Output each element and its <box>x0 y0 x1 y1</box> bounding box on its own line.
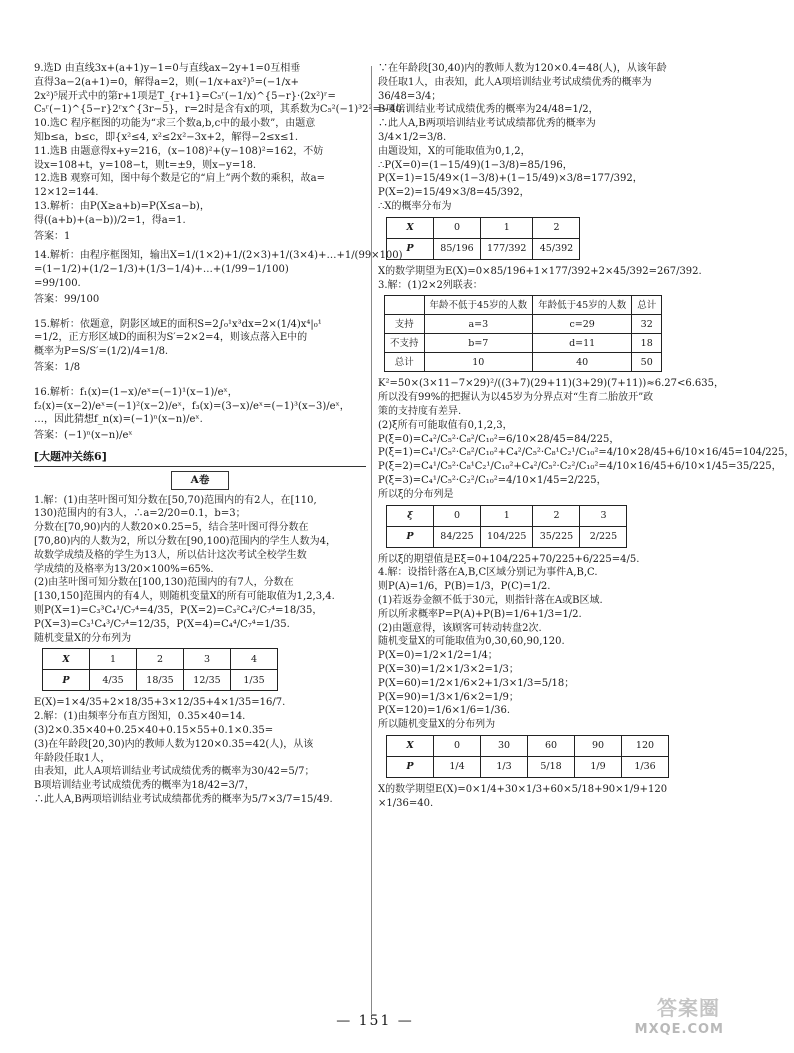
solution-line: X的数学期望为E(X)=0×85/196+1×177/392+2×45/392=267/392. <box>378 265 702 277</box>
solution-line: (2)由茎叶图可知分数在[100,130)范围内的有7人，分数在 <box>34 577 294 589</box>
solution-line: P(X=1)=15/49×(1−3/8)+(1−15/49)×3/8=177/392， <box>378 173 643 185</box>
solution-line: 由表知，此人A项培训结业考试成绩优秀的概率为30/42=5/7； <box>34 766 315 778</box>
table-cell: P <box>387 526 434 547</box>
solution-line: ∴P(X=0)=(1−15/49)(1−3/8)=85/196， <box>378 159 573 171</box>
table-cell: 1 <box>481 505 533 526</box>
table-row <box>43 670 278 691</box>
solution-line: ∴此人A,B两项培训结业考试成绩都优秀的概率为 <box>378 118 596 130</box>
solution-line: 11.选B 由题意得x+y=216，(x−108)²+(y−108)²=162，不妨 <box>34 145 324 157</box>
solution-line: (3)在年龄段[20,30)内的教师人数为120×0.35=42(人)，从该 <box>34 738 314 750</box>
answer-line: 答案：1/8 <box>34 361 81 373</box>
table-cell: 0 <box>434 735 481 756</box>
solution-line: B项培训结业考试成绩优秀的概率为18/42=3/7， <box>34 780 255 792</box>
solution-line: [130,150]范围内的有4人，则随机变量X的所有可能取值为1,2,3,4. <box>34 591 335 603</box>
table-cell: 177/392 <box>481 238 533 259</box>
solution-line: 所以所求概率P=P(A)+P(B)=1/6+1/3=1/2. <box>378 608 582 620</box>
solution-line: X的数学期望E(X)=0×1/4+30×1/3+60×5/18+90×1/9+120 <box>378 783 668 795</box>
solution-line: 4.解：设指针落在A,B,C区域分别记为事件A,B,C. <box>378 567 598 579</box>
solution-line: =1/2，正方形区域D的面积为S′=2×2=4，则该点落入E中的 <box>34 332 308 344</box>
table-cell: 年龄不低于45岁的人数 <box>424 296 533 315</box>
table-cell: 3 <box>580 505 627 526</box>
solution-line: 则P(A)=1/6，P(B)=1/3，P(C)=1/2. <box>378 581 551 593</box>
solution-line: 概率为P=S/S′=(1/2)/4=1/8. <box>34 346 169 358</box>
solution-line: P(X=90)=1/3×1/6×2=1/9； <box>378 691 519 703</box>
section-heading: [大题冲关练6] <box>34 449 366 467</box>
table-cell: 35/225 <box>533 526 580 547</box>
watermark-logo: 答案圈 <box>657 996 720 1021</box>
solution-line: 分数在[70,90)内的人数20×0.25=5，结合茎叶图可得分数在 <box>34 522 309 534</box>
solution-line: (2)ξ所有可能取值有0,1,2,3， <box>378 419 513 431</box>
solution-line: 所以没有99%的把握认为以45岁为分界点对“生育二胎放开”政 <box>378 392 654 404</box>
table-cell: 40 <box>533 353 632 372</box>
table-cell: 3 <box>184 649 231 670</box>
solution-line: C₅ʳ(−1)^{5−r}2ʳx^{3r−5}，r=2时是含有x的项，其系数为C₅²(−1)³2²=−40. <box>34 104 406 116</box>
table-cell: P <box>387 238 434 259</box>
solution-line: 所以ξ的分布列是 <box>378 488 454 500</box>
solution-line: P(X=0)=1/2×1/2=1/4； <box>378 650 498 662</box>
solution-line: 所以随机变量X的分布列为 <box>378 719 496 731</box>
table-cell: 1 <box>481 217 533 238</box>
answer-line: 答案：1 <box>34 230 71 242</box>
table-row <box>387 238 580 259</box>
solution-line: P(X=30)=1/2×1/3×2=1/3； <box>378 663 519 675</box>
table-cell: X <box>387 217 434 238</box>
table-cell: P <box>43 670 90 691</box>
solution-line: 36/48=3/4； <box>378 90 442 102</box>
solution-line: 13.解析：由P(X≥a+b)=P(X≤a−b)， <box>34 200 210 212</box>
solution-line: 2.解：(1)由频率分布直方图知，0.35×40=14. <box>34 711 246 723</box>
table-cell: 1/9 <box>575 756 622 777</box>
watermark-site: MXQE.COM <box>634 1022 724 1038</box>
solution-line: P(ξ=2)=C₄¹/C₅²·C₈¹C₂¹/C₁₀²+C₄²/C₅²·C₂²/C₁₀²=4/10×16/45+6/10×1/45=35/225， <box>378 461 782 473</box>
solution-line: =(1−1/2)+(1/2−1/3)+(1/3−1/4)+…+(1/99−1/100) <box>34 264 289 276</box>
solution-line: B项培训结业考试成绩优秀的概率为24/48=1/2， <box>378 104 599 116</box>
right-column <box>378 62 794 1022</box>
solution-line: 16.解析：f₁(x)=(1−x)/eˣ=(−1)¹(x−1)/eˣ， <box>34 386 238 398</box>
table-cell: 2 <box>533 505 580 526</box>
table-row <box>385 334 662 353</box>
solution-line: P(ξ=1)=C₄¹/C₅²·C₈²/C₁₀²+C₄²/C₅²·C₈¹C₂¹/C₁₀²=4/10×28/45+6/10×16/45=104/225， <box>378 447 794 459</box>
table-row <box>387 526 627 547</box>
solution-line: E(X)=1×4/35+2×18/35+3×12/35+4×1/35=16/7. <box>34 697 286 709</box>
table-cell: 1/4 <box>434 756 481 777</box>
table-row <box>385 353 662 372</box>
table-cell: 2 <box>533 217 580 238</box>
solution-line: 直得3a−2(a+1)=0，解得a=2，则(−1/x+ax²)⁵=(−1/x+ <box>34 76 299 88</box>
table-cell: 50 <box>632 353 662 372</box>
table-row <box>387 756 669 777</box>
table-cell: 30 <box>481 735 528 756</box>
distribution-table-x2 <box>386 217 580 260</box>
page-number: — 151 — <box>336 1013 414 1029</box>
table-row <box>387 735 669 756</box>
table-cell: c=29 <box>533 315 632 334</box>
solution-line: P(ξ=3)=C₄¹/C₅²·C₂²/C₁₀²=4/10×1/45=2/225， <box>378 474 607 486</box>
table-cell: 1/35 <box>231 670 278 691</box>
section-title: 大题冲关练6 <box>39 449 102 463</box>
table-cell: X <box>387 735 434 756</box>
solution-line: ∵在年龄段[30,40)内的教师人数为120×0.4=48(人)，从该年龄 <box>378 63 667 74</box>
solution-line: …，因此猜想f_n(x)=(−1)ⁿ(x−n)/eˣ. <box>34 414 203 426</box>
table-cell: 4 <box>231 649 278 670</box>
table-cell: 0 <box>434 217 481 238</box>
table-cell: 总计 <box>385 353 425 372</box>
table-cell: b=7 <box>424 334 533 353</box>
solution-line: 年龄段任取1人， <box>34 752 111 764</box>
solution-line: 知b≤a，b≤c，即{x²≤4, x²≤2x²−3x+2，解得−2≤x≤1. <box>34 131 299 143</box>
solution-line: (2)由题意得，该顾客可转动转盘2次. <box>378 622 542 634</box>
table-cell: X <box>43 649 90 670</box>
table-cell: 2/225 <box>580 526 627 547</box>
table-cell: 1/3 <box>481 756 528 777</box>
table-cell: 90 <box>575 735 622 756</box>
table-cell: 10 <box>424 353 533 372</box>
table-cell: 不支持 <box>385 334 425 353</box>
table-cell: 2 <box>137 649 184 670</box>
table-cell: ξ <box>387 505 434 526</box>
solution-line: 15.解析：依题意，阴影区域E的面积S=2∫₀¹x³dx=2×(1/4)x⁴|₀¹ <box>34 318 322 330</box>
solution-line: ×1/36=40. <box>378 797 434 809</box>
solution-line: 14.解析：由程序框图知，输出X=1/(1×2)+1/(2×3)+1/(3×4)+…+1/(99×100) <box>34 250 403 262</box>
solution-line: 130)范围内的有3人，∴a=2/20=0.1，b=3； <box>34 508 246 520</box>
solution-line: 10.选C 程序框图的功能为“求三个数a,b,c中的最小数”，由题意 <box>34 118 316 130</box>
solution-line: 所以ξ的期望值是Eξ=0+104/225+70/225+6/225=4/5. <box>378 553 640 565</box>
solution-line: 3/4×1/2=3/8. <box>378 131 447 143</box>
table-cell: 84/225 <box>434 526 481 547</box>
contingency-table <box>384 295 662 372</box>
table-cell: d=11 <box>533 334 632 353</box>
table-row <box>385 315 662 334</box>
table-cell: 85/196 <box>434 238 481 259</box>
solution-line: 设x=108+t，y=108−t，则t=±9，则x−y=18. <box>34 159 257 171</box>
solution-line: (1)若返券金额不低于30元，则指针落在A或B区域. <box>378 594 603 606</box>
table-cell: 1 <box>90 649 137 670</box>
solution-line: P(X=60)=1/2×1/6×2+1/3×1/3=5/18； <box>378 677 575 689</box>
table-cell: 4/35 <box>90 670 137 691</box>
solution-line: 9.选D 由直线3x+(a+1)y−1=0与直线ax−2y+1=0互相垂 <box>34 63 301 74</box>
solution-line: 得((a+b)+(a−b))/2=1，得a=1. <box>34 214 186 226</box>
solution-line: P(X=2)=15/49×3/8=45/392， <box>378 187 530 199</box>
table-cell: P <box>387 756 434 777</box>
table-cell: 0 <box>434 505 481 526</box>
solution-line: 随机变量X的分布列为 <box>34 632 132 644</box>
table-cell: 45/392 <box>533 238 580 259</box>
table-cell <box>385 296 425 315</box>
table-cell: 32 <box>632 315 662 334</box>
answer-line: 答案：99/100 <box>34 293 100 305</box>
table-cell: 18 <box>632 334 662 353</box>
solution-line: 3.解：(1)2×2列联表： <box>378 279 483 291</box>
table-cell: 120 <box>622 735 669 756</box>
solution-line: (3)2×0.35×40+0.25×40+0.15×55+0.1×0.35= <box>34 724 274 736</box>
solution-line: f₂(x)=(x−2)/eˣ=(−1)²(x−2)/eˣ，f₃(x)=(3−x)/eˣ=(−1)³(x−3)/eˣ， <box>34 400 350 412</box>
solution-line: 随机变量X的可能取值为0,30,60,90,120. <box>378 636 565 648</box>
table-row <box>387 505 627 526</box>
table-cell: 12/35 <box>184 670 231 691</box>
solution-line: 1.解：(1)由茎叶图可知分数在[50,70)范围内的有2人，在[110, <box>34 494 317 506</box>
table-cell: 104/225 <box>481 526 533 547</box>
table-cell: 18/35 <box>137 670 184 691</box>
solution-line: =99/100. <box>34 277 81 289</box>
table-cell: 年龄低于45岁的人数 <box>533 296 632 315</box>
table-cell: 支持 <box>385 315 425 334</box>
solution-line: P(X=3)=C₃¹C₄³/C₇⁴=12/35，P(X=4)=C₄⁴/C₇⁴=1/35. <box>34 618 290 630</box>
site-watermark <box>618 989 728 1041</box>
solution-line: ∴X的概率分布为 <box>378 200 452 212</box>
table-cell: 5/18 <box>528 756 575 777</box>
table-row <box>385 296 662 315</box>
volume-label: A卷 <box>171 471 229 489</box>
answer-line: 答案：(−1)ⁿ(x−n)/eˣ <box>34 430 133 442</box>
solution-line: 学成绩的及格率为13/20×100%=65%. <box>34 563 214 575</box>
column-divider <box>371 66 372 1014</box>
solution-line: 12.选B 观察可知，图中每个数是它的“肩上”两个数的乘积，故a= <box>34 173 325 185</box>
table-row <box>387 217 580 238</box>
table-row <box>43 649 278 670</box>
solution-line: 段任取1人，由表知，此人A项培训结业考试成绩优秀的概率为 <box>378 76 652 88</box>
solution-line: P(X=120)=1/6×1/6=1/36. <box>378 705 511 717</box>
solution-line: [70,80)内的人数为2，所以分数在[90,100)范围内的学生人数为4， <box>34 535 336 547</box>
distribution-table-xi <box>386 505 627 548</box>
solution-line: 2x²)⁵展开式中的第r+1项是T_{r+1}=C₅ʳ(−1/x)^{5−r}·(2x²)ʳ= <box>34 90 336 102</box>
solution-line: 故数学成绩及格的学生为13人，所以估计这次考试全校学生数 <box>34 549 307 561</box>
solution-line: ∴此人A,B两项培训结业考试成绩都优秀的概率为5/7×3/7=15/49. <box>34 793 333 805</box>
solution-line: P(ξ=0)=C₄²/C₅²·C₈²/C₁₀²=6/10×28/45=84/225， <box>378 433 620 445</box>
distribution-table-x4 <box>386 735 669 778</box>
solution-line: 则P(X=1)=C₃³C₄¹/C₇⁴=4/35，P(X=2)=C₃²C₄²/C₇⁴=18/35， <box>34 604 323 616</box>
solution-line: K²=50×(3×11−7×29)²/((3+7)(29+11)(3+29)(7+11))≈6.27<6.635， <box>378 378 724 390</box>
solution-line: 策的支持度有差异. <box>378 405 462 417</box>
solution-line: 12×12=144. <box>34 187 99 199</box>
distribution-table-x <box>42 648 278 691</box>
table-cell: 60 <box>528 735 575 756</box>
solution-line: 由题设知，X的可能取值为0,1,2， <box>378 145 531 157</box>
table-cell: 总计 <box>632 296 662 315</box>
table-cell: a=3 <box>424 315 533 334</box>
table-cell: 1/36 <box>622 756 669 777</box>
